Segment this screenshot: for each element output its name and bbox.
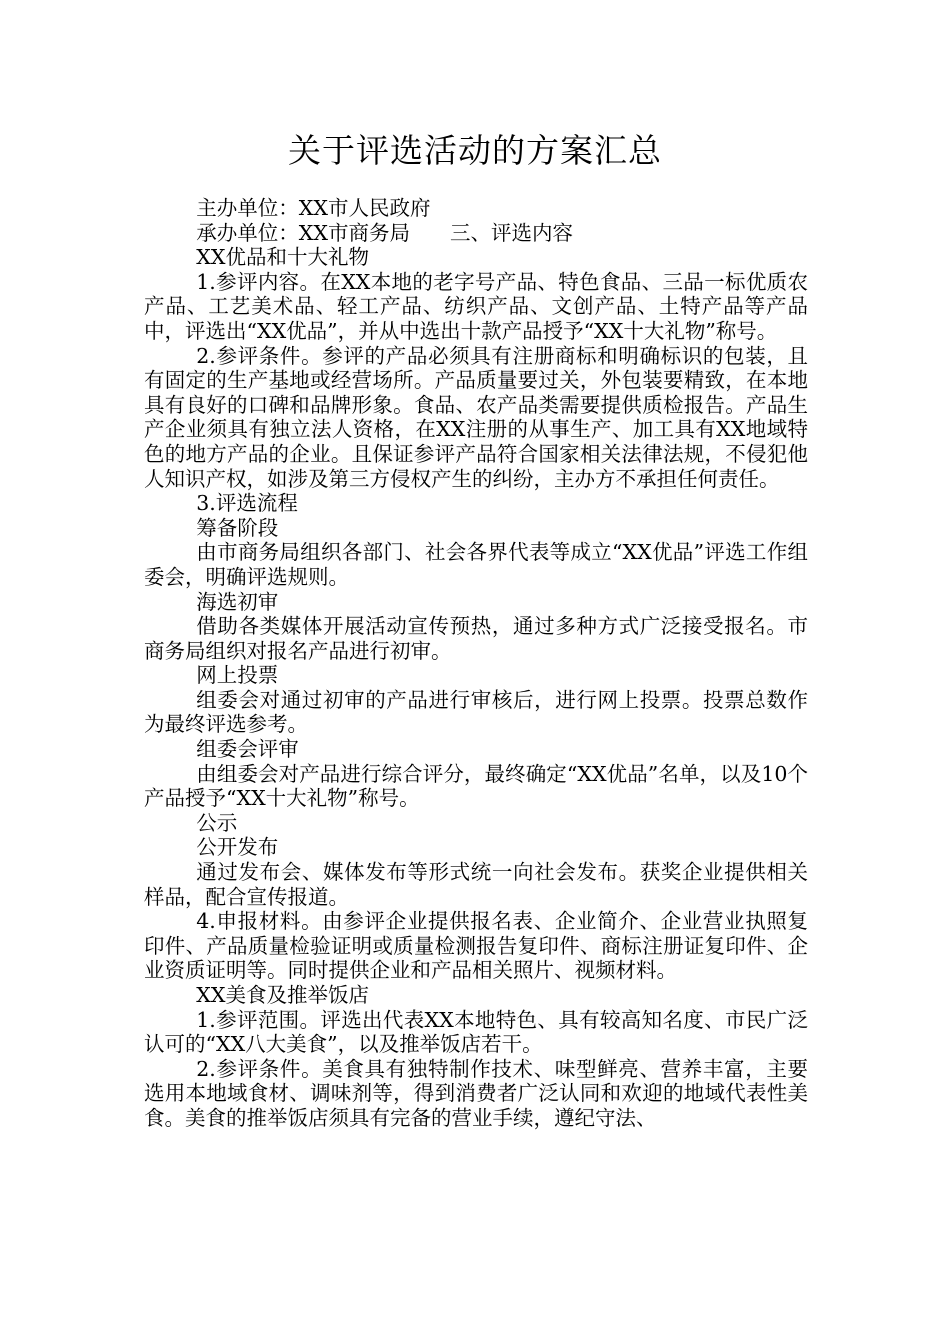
paragraph: 通过发布会、媒体发布等形式统一向社会发布。获奖企业提供相关样品，配合宣传报道。 — [144, 860, 808, 909]
paragraph: 2.参评条件。美食具有独特制作技术、味型鲜亮、营养丰富，主要选用本地域食材、调味剂等，得到消费者广泛认同和欢迎的地域代表性美食。美食的推举饭店须具有完备的营业手续，遵纪守法、 — [144, 1056, 808, 1130]
co-organizer-text: 承办单位：XX市商务局 — [196, 220, 410, 245]
paragraph: 借助各类媒体开展活动宣传预热，通过多种方式广泛接受报名。市商务局组织对报名产品进行初审。 — [144, 614, 808, 663]
subsection-heading: XX优品和十大礼物 — [196, 245, 369, 270]
document-title: 关于评选活动的方案汇总 — [288, 131, 662, 170]
stage-heading: 公示 — [196, 810, 238, 835]
stage-heading: 海选初审 — [196, 589, 279, 614]
document-body — [144, 196, 808, 1131]
stage-heading: 公开发布 — [196, 835, 279, 860]
paragraph: 2.参评条件。参评的产品必须具有注册商标和明确标识的包装，且有固定的生产基地或经营场所。产品质量要过关，外包装要精致，在本地具有良好的口碑和品牌形象。食品、农产品类需要提供质检报告。产品生产企业须具有独立法人资格，在XX注册的从事生产、加工具有XX地域特色的地方产品的企业。且保证参评产品符合国家相关法律法规，不侵犯他人知识产权，如涉及第三方侵权产生的纠纷，主办方不承担任何责任。 — [144, 343, 808, 491]
paragraph: 4.申报材料。由参评企业提供报名表、企业简介、企业营业执照复印件、产品质量检验证明或质量检测报告复印件、商标注册证复印件、企业资质证明等。同时提供企业和产品相关照片、视频材料。 — [144, 909, 808, 983]
subsection-heading: XX美食及推举饭店 — [196, 983, 369, 1007]
stage-heading: 筹备阶段 — [196, 515, 279, 540]
section-heading: 三、评选内容 — [449, 220, 573, 245]
co-organizer-line — [144, 221, 808, 246]
paragraph: 由市商务局组织各部门、社会各界代表等成立“XX优品”评选工作组委会，明确评选规则。 — [144, 540, 808, 589]
paragraph: 组委会对通过初审的产品进行审核后，进行网上投票。投票总数作为最终评选参考。 — [144, 687, 808, 737]
stage-heading: 网上投票 — [196, 663, 279, 688]
subsection-heading: 3.评选流程 — [196, 491, 298, 516]
paragraph: 1.参评内容。在XX本地的老字号产品、特色食品、三品一标优质农产品、工艺美术品、轻工产品、纺织产品、文创产品、土特产品等产品中，评选出“XX优品”，并从中选出十款产品授予“XX十大礼物”称号。 — [144, 269, 808, 343]
stage-heading: 组委会评审 — [196, 737, 299, 762]
organizer-line: 主办单位：XX市人民政府 — [196, 196, 431, 220]
paragraph: 1.参评范围。评选出代表XX本地特色、具有较高知名度、市民广泛认可的“XX八大美食”，以及推举饭店若干。 — [144, 1007, 808, 1057]
paragraph: 由组委会对产品进行综合评分，最终确定“XX优品”名单，以及10个产品授予“XX十大礼物”称号。 — [144, 761, 808, 811]
